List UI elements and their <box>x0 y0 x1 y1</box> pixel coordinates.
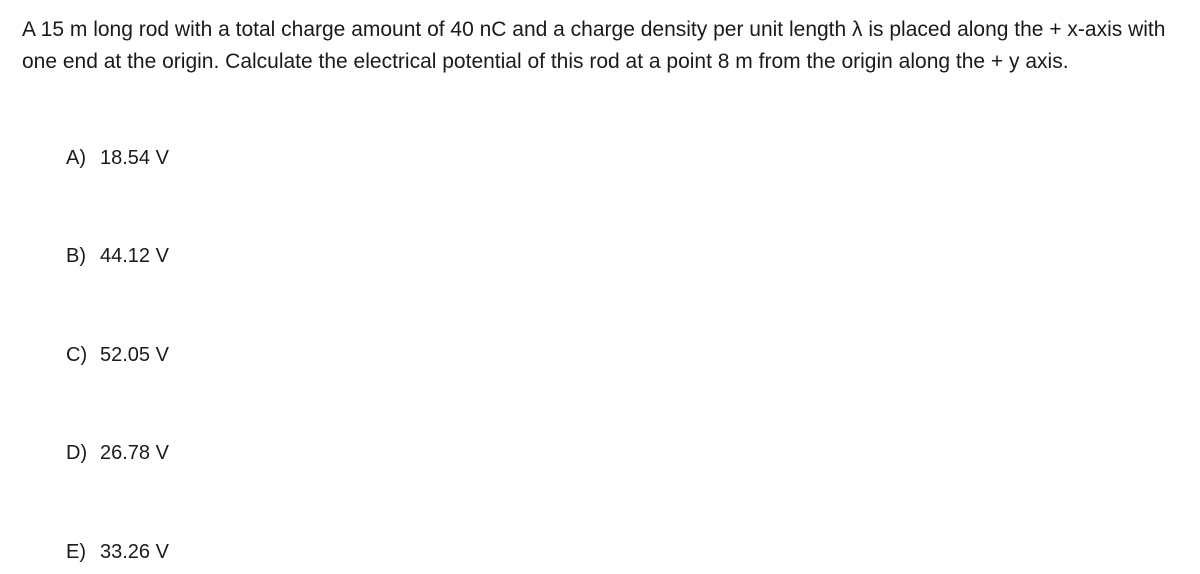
option-b-value: 44.12 V <box>100 245 169 267</box>
option-b[interactable] <box>66 243 169 269</box>
question-text: A 15 m long rod with a total charge amount of 40 nC and a charge density per unit length λ is placed along the + x-axis with one end at the origin. Calculate the electrical potential of this rod at a point 8 m from the origin along the + y axis. <box>22 18 1166 73</box>
option-d-letter: D) <box>66 442 88 464</box>
option-a-value: 18.54 V <box>100 147 169 169</box>
option-b-letter: B) <box>66 245 86 267</box>
option-c-letter: C) <box>66 344 88 366</box>
option-c[interactable] <box>66 342 169 368</box>
option-e[interactable] <box>66 539 169 565</box>
option-c-value: 52.05 V <box>100 344 169 366</box>
option-a-letter: A) <box>66 147 86 169</box>
option-d-value: 26.78 V <box>100 442 169 464</box>
option-d[interactable] <box>66 440 169 466</box>
option-a[interactable] <box>66 145 169 171</box>
option-e-value: 33.26 V <box>100 541 169 563</box>
option-e-letter: E) <box>66 541 86 563</box>
